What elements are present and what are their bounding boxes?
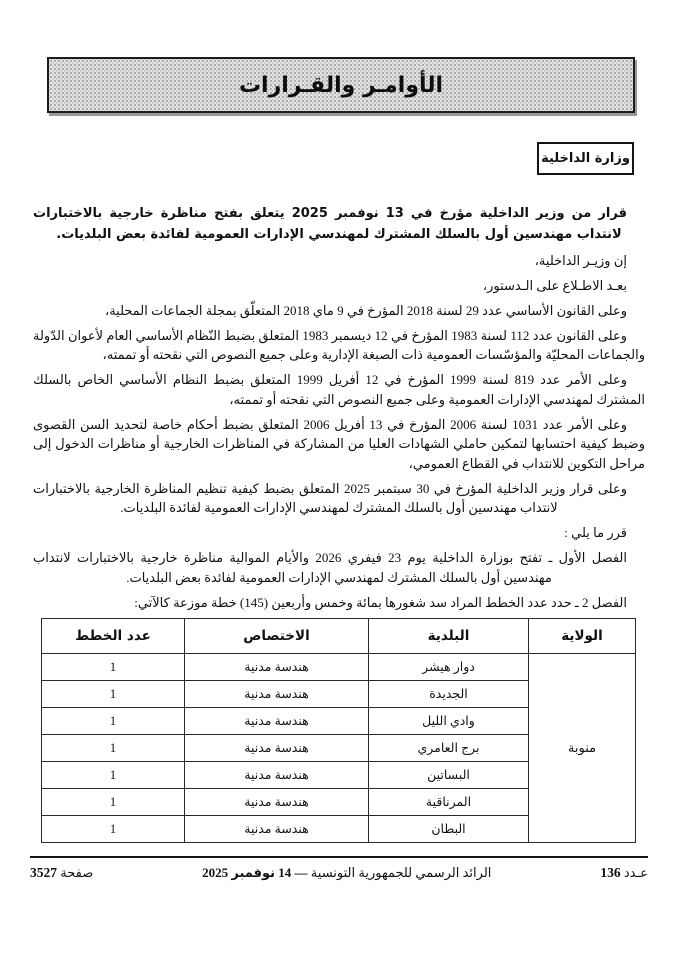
decree-paragraph: بعـد الاطـلاع على الـدستور، (482, 277, 627, 293)
governorate-cell: منوبة (529, 654, 636, 843)
count-cell: 1 (42, 762, 185, 789)
ministry-label: وزارة الداخلية (541, 151, 630, 166)
footer-journal (202, 865, 491, 881)
decree-paragraph: وعلى الأمر عدد 1031 لسنة 2006 المؤرخ في 13 أفريل 2006 المتعلق بضبط أحكام خاصة لتحديد السن القصوى وضبط كيفية احتسابها لتمكين حاملي الشهادات العليا من المشاركة في المناظرات الخارجية أو مناظرات الدخول إلى مراحل التكوين للانتداب في القطاع العمومي، (33, 416, 645, 471)
count-cell: 1 (42, 654, 185, 681)
specialty-cell: هندسة مدنية (185, 654, 369, 681)
banner-title: الأوامـر والقـرارات (238, 72, 444, 98)
article-1-paragraph: الفصل الأول ـ تفتح بوزارة الداخلية يوم 23 فيفري 2026 والأيام الموالية مناظرة خارجية بالاختبارات لانتداب مهندسين أول بالسلك المشترك لمهندسي الإدارات العمومية لفائدة بعض البلديات. (33, 550, 627, 585)
header-specialty: الاختصاص (185, 619, 369, 654)
ministry-box (537, 142, 634, 175)
journal-separator: — (294, 865, 308, 880)
specialty-cell: هندسة مدنية (185, 681, 369, 708)
municipality-cell: الجديدة (369, 681, 529, 708)
page-footer (30, 856, 648, 881)
positions-table (41, 618, 636, 843)
decree-paragraph: وعلى القانون الأساسي عدد 29 لسنة 2018 المؤرخ في 9 ماي 2018 المتعلّق بمجلة الجماعات المحلية، (105, 302, 627, 318)
decree-paragraph: وعلى قرار وزير الداخلية المؤرخ في 30 سبتمبر 2025 المتعلق بضبط كيفية تنظيم المناظرة الخارجية بالاختبارات لانتداب مهندسين أول بالسلك المشترك لمهندسي الإدارات العمومية لفائدة البلديات. (33, 480, 627, 515)
header-count: عدد الخطط (42, 619, 185, 654)
specialty-cell: هندسة مدنية (185, 816, 369, 843)
specialty-cell: هندسة مدنية (185, 762, 369, 789)
table-header-row (42, 619, 636, 654)
count-cell: 1 (42, 789, 185, 816)
footer-page (30, 865, 93, 881)
municipality-cell: برج العامري (369, 735, 529, 762)
count-cell: 1 (42, 681, 185, 708)
decree-decides-line: قرر ما يلي : (564, 525, 627, 540)
decree-body (33, 203, 645, 618)
issue-label: عـدد (623, 865, 648, 880)
decree-paragraph: إن وزيـر الداخلية، (534, 252, 627, 268)
article-2-paragraph: الفصل 2 ـ حدد عدد الخطط المراد سد شغورها بمائة وخمس وأربعين (145) خطة موزعة كالآتي: (134, 594, 627, 610)
municipality-cell: البطان (369, 816, 529, 843)
municipality-cell: وادي الليل (369, 708, 529, 735)
issue-number: 136 (600, 865, 621, 880)
municipality-cell: دوار هيشر (369, 654, 529, 681)
page-label: صفحة (60, 865, 94, 880)
journal-title: الرائد الرسمي للجمهورية التونسية (310, 865, 492, 880)
header-municipality: البلدية (369, 619, 529, 654)
journal-date: 14 نوفمبر 2025 (202, 865, 292, 880)
decree-paragraph: وعلى الأمر عدد 819 لسنة 1999 المؤرخ في 12 أفريل 1999 المتعلق بضبط النظام الأساسي الخاص بالسلك المشترك لمهندسي الإدارات العمومية وعلى جميع النصوص التي نقحته أو تممته، (33, 372, 645, 407)
orders-decisions-banner (47, 57, 635, 113)
footer-issue (600, 865, 648, 881)
decree-title-paragraph: قرار من وزير الداخلية مؤرخ في 13 نوفمبر 2025 يتعلق بفتح مناظرة خارجية بالاختبارات لانتداب مهندسين أول بالسلك المشترك لمهندسي الإدارات العمومية لفائدة بعض البلديات. (33, 206, 627, 242)
specialty-cell: هندسة مدنية (185, 735, 369, 762)
header-governorate: الولاية (529, 619, 636, 654)
decree-paragraph: وعلى القانون عدد 112 لسنة 1983 المؤرخ في 12 ديسمبر 1983 المتعلق بضبط النّظام الأساسي العام لأعوان الدّولة والجماعات المحليّة والمؤسّسات العمومية ذات الصبغة الإدارية وعلى جميع النصوص التي نقحته أو تممته، (33, 327, 645, 362)
count-cell: 1 (42, 708, 185, 735)
specialty-cell: هندسة مدنية (185, 789, 369, 816)
page-number: 3527 (30, 865, 57, 880)
municipality-cell: البساتين (369, 762, 529, 789)
table-row (42, 654, 636, 681)
count-cell: 1 (42, 735, 185, 762)
municipality-cell: المرناقية (369, 789, 529, 816)
count-cell: 1 (42, 816, 185, 843)
specialty-cell: هندسة مدنية (185, 708, 369, 735)
